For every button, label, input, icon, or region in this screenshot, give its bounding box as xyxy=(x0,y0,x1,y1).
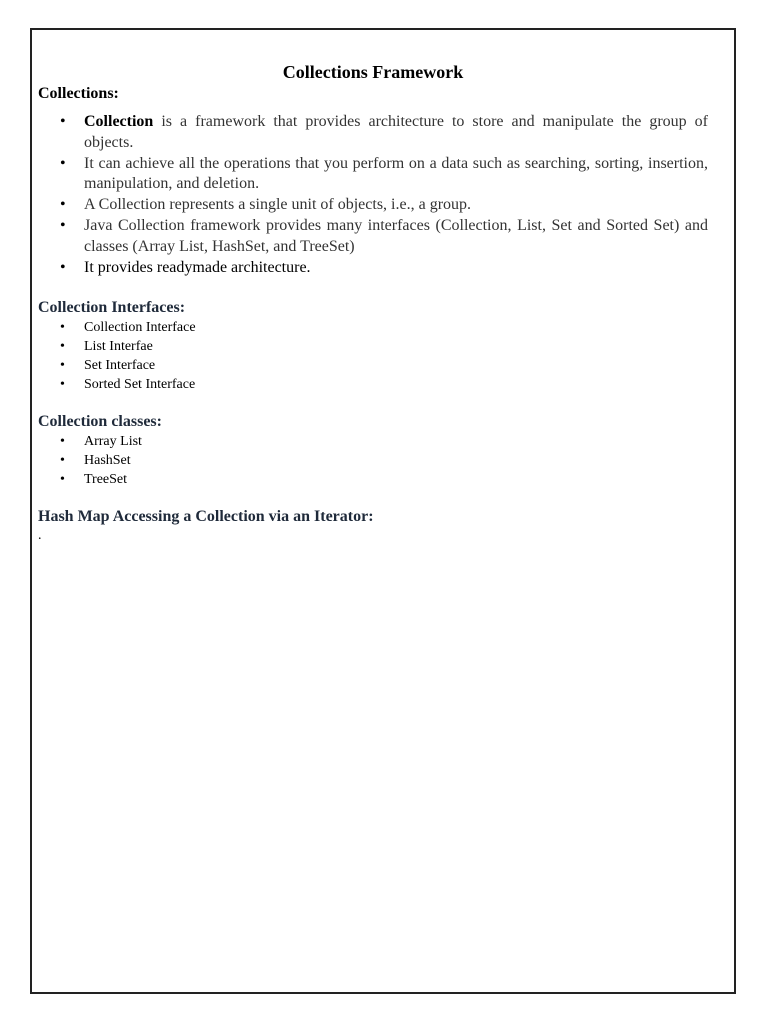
document-title: Collections Framework xyxy=(282,62,464,82)
list-item-text: is a framework that provides architecture to store and manipulate the group of objects. xyxy=(84,113,708,151)
page-frame xyxy=(30,28,736,994)
list-item-term: Collection xyxy=(84,113,154,130)
collections-heading: Collections: xyxy=(38,85,119,102)
collections-list xyxy=(38,112,708,278)
list-item xyxy=(84,216,708,258)
list-item: • Sorted Set Interface xyxy=(84,375,708,394)
interfaces-list xyxy=(38,318,708,394)
list-item: • TreeSet xyxy=(84,470,708,489)
list-item-text: It provides readymade architecture. xyxy=(84,258,311,276)
classes-list xyxy=(38,432,708,489)
list-item xyxy=(84,195,708,216)
list-item xyxy=(84,154,708,196)
classes-heading: Collection classes: xyxy=(38,413,162,431)
list-item: • HashSet xyxy=(84,451,708,470)
list-item-text: It can achieve all the operations that you perform on a data such as searching, sorting, insertion, manipulation, and deletion. xyxy=(84,154,708,193)
list-item-text: Java Collection framework provides many interfaces (Collection, List, Set and Sorted Set) and classes (Array List, HashSet, and TreeSet) xyxy=(84,216,708,255)
interfaces-heading: Collection Interfaces: xyxy=(38,299,186,317)
list-item xyxy=(84,258,708,279)
list-item: • Collection Interface xyxy=(84,318,708,337)
list-item xyxy=(84,112,708,154)
document-content xyxy=(38,60,708,543)
list-item: • Array List xyxy=(84,432,708,451)
list-item: • List Interfae xyxy=(84,337,708,356)
list-item: • Set Interface xyxy=(84,356,708,375)
hashmap-heading: Hash Map Accessing a Collection via an Iterator: xyxy=(38,508,374,526)
trailing-dot: . xyxy=(38,528,42,544)
list-item-text: A Collection represents a single unit of objects, i.e., a group. xyxy=(84,196,472,214)
